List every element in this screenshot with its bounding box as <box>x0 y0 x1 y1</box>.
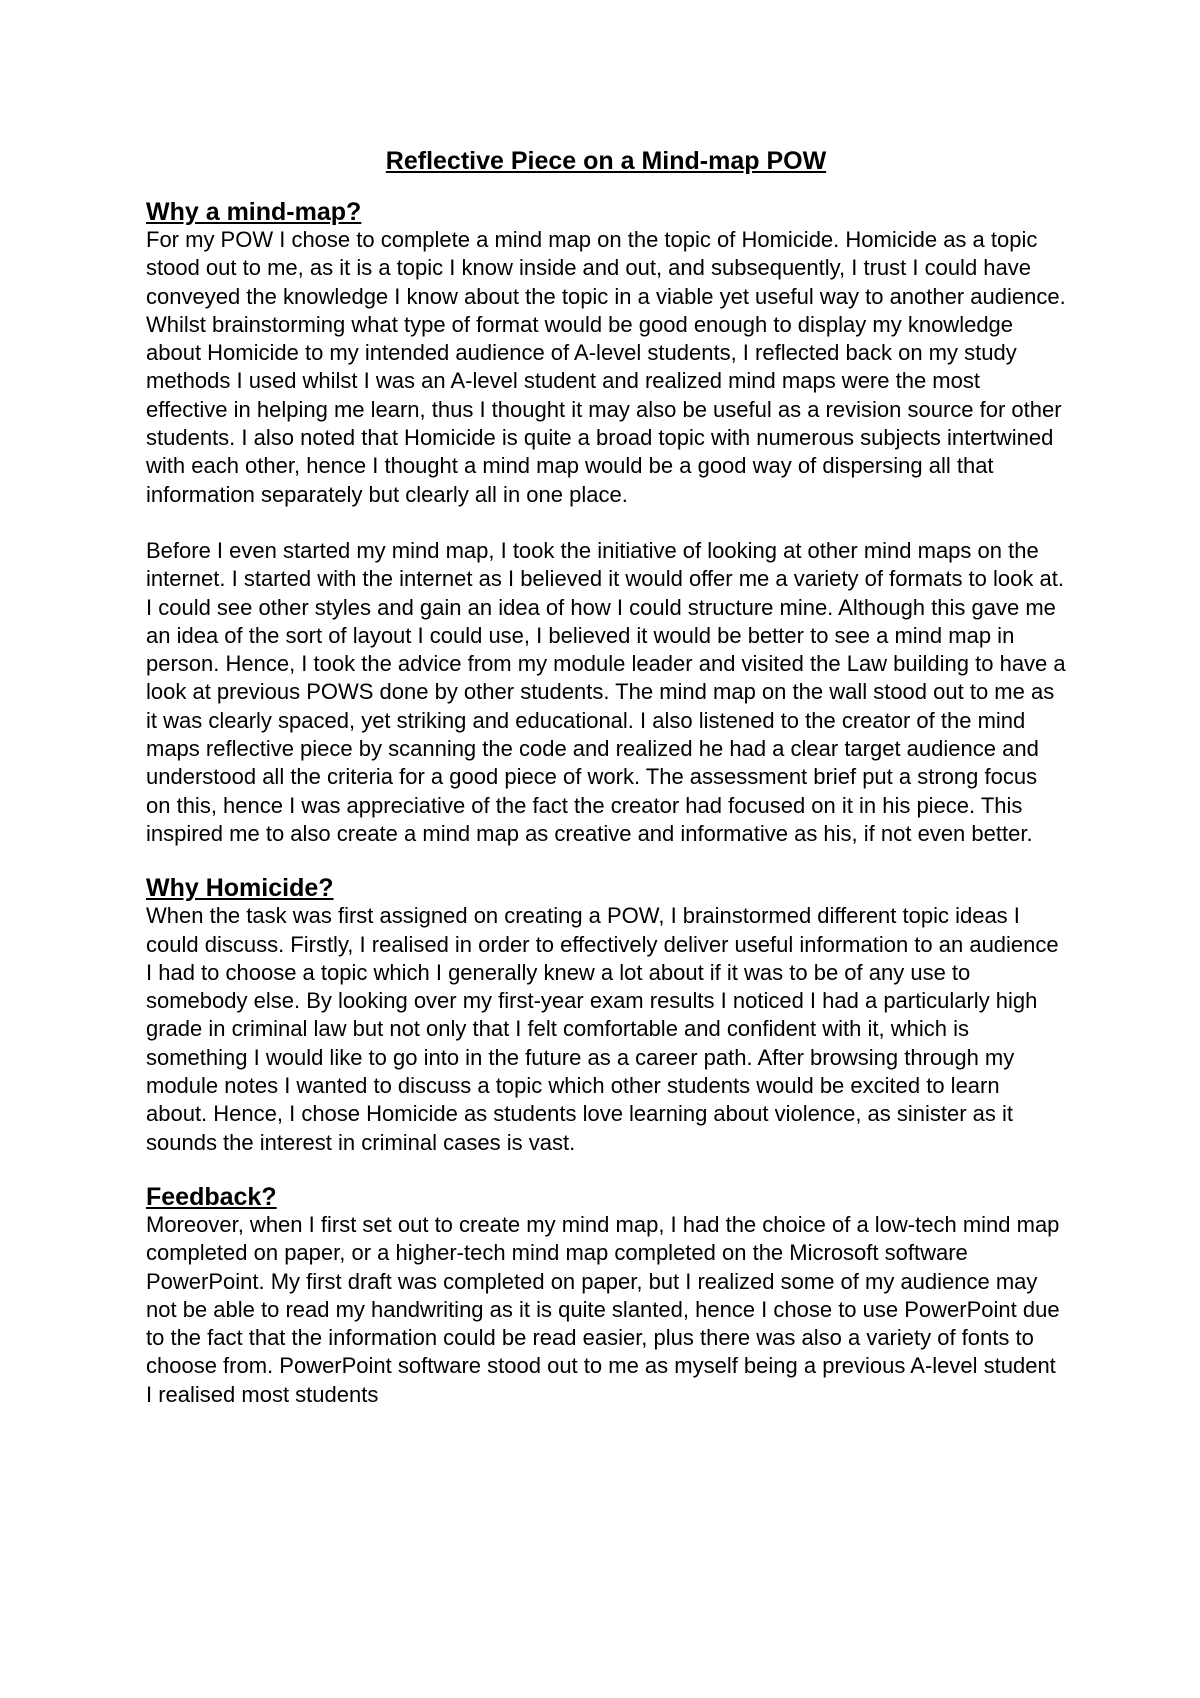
paragraph-spacer <box>146 509 1066 537</box>
section-heading: Why a mind-map? <box>146 198 362 226</box>
section-feedback <box>146 1183 1066 1409</box>
section-spacer <box>146 1157 1066 1183</box>
paragraph: Moreover, when I first set out to create my mind map, I had the choice of a low-tech mind map completed on paper, or a higher-tech mind map completed on the Microsoft software PowerPoint. My first draft was completed on paper, but I realized some of my audience may not be able to read my handwriting as it is quite slanted, hence I chose to use PowerPoint due to the fact that the information could be read easier, plus there was also a variety of fonts to choose from. PowerPoint software stood out to me as myself being a previous A-level student I realised most students <box>146 1211 1060 1407</box>
section-heading: Feedback? <box>146 1182 277 1211</box>
section-spacer <box>146 848 1066 874</box>
document-page <box>146 146 1066 1409</box>
section-heading: Why Homicide? <box>146 874 334 903</box>
document-title: Reflective Piece on a Mind-map POW <box>385 147 827 175</box>
paragraph: For my POW I chose to complete a mind map on the topic of Homicide. Homicide as a topic stood out to me, as it is a topic I know inside and out, and subsequently, I trust I could have conveyed the knowledge I know about the topic in a viable yet useful way to another audience. Whilst brainstorming what type of format would be good enough to display my knowledge about Homicide to my intended audience of A-level students, I reflected back on my study methods I used whilst I was an A-level student and realized mind maps were the most effective in helping me learn, thus I thought it may also be useful as a revision source for other students. I also noted that Homicide is quite a broad topic with numerous subjects intertwined with each other, hence I thought a mind map would be a good way of dispersing all that information separately but clearly all in one place. <box>146 227 1066 507</box>
paragraph: Before I even started my mind map, I took the initiative of looking at other mind maps on the internet. I started with the internet as I believed it would offer me a variety of formats to look at. I could see other styles and gain an idea of how I could structure mine. Although this gave me an idea of the sort of layout I could use, I believed it would be better to see a mind map in person. Hence, I took the advice from my module leader and visited the Law building to have a look at previous POWS done by other students. The mind map on the wall stood out to me as it was clearly spaced, yet striking and educational. I also listened to the creator of the mind maps reflective piece by scanning the code and realized he had a clear target audience and understood all the criteria for a good piece of work. The assessment brief put a strong focus on this, hence I was appreciative of the fact the creator had focused on it in his piece. This inspired me to also create a mind map as creative and informative as his, if not even better. <box>146 537 1066 846</box>
section-why-mind-map <box>146 198 1066 848</box>
paragraph: When the task was first assigned on creating a POW, I brainstormed different topic ideas I could discuss. Firstly, I realised in order to effectively deliver useful information to an audience I had to choose a topic which I generally knew a lot about if it was to be of any use to somebody else. By looking over my first-year exam results I noticed I had a particularly high grade in criminal law but not only that I felt comfortable and confident with it, which is something I would like to go into in the future as a career path. After browsing through my module notes I wanted to discuss a topic which other students would be excited to learn about. Hence, I chose Homicide as students love learning about violence, as sinister as it sounds the interest in criminal cases is vast. <box>146 903 1059 1155</box>
section-why-homicide <box>146 874 1066 1157</box>
